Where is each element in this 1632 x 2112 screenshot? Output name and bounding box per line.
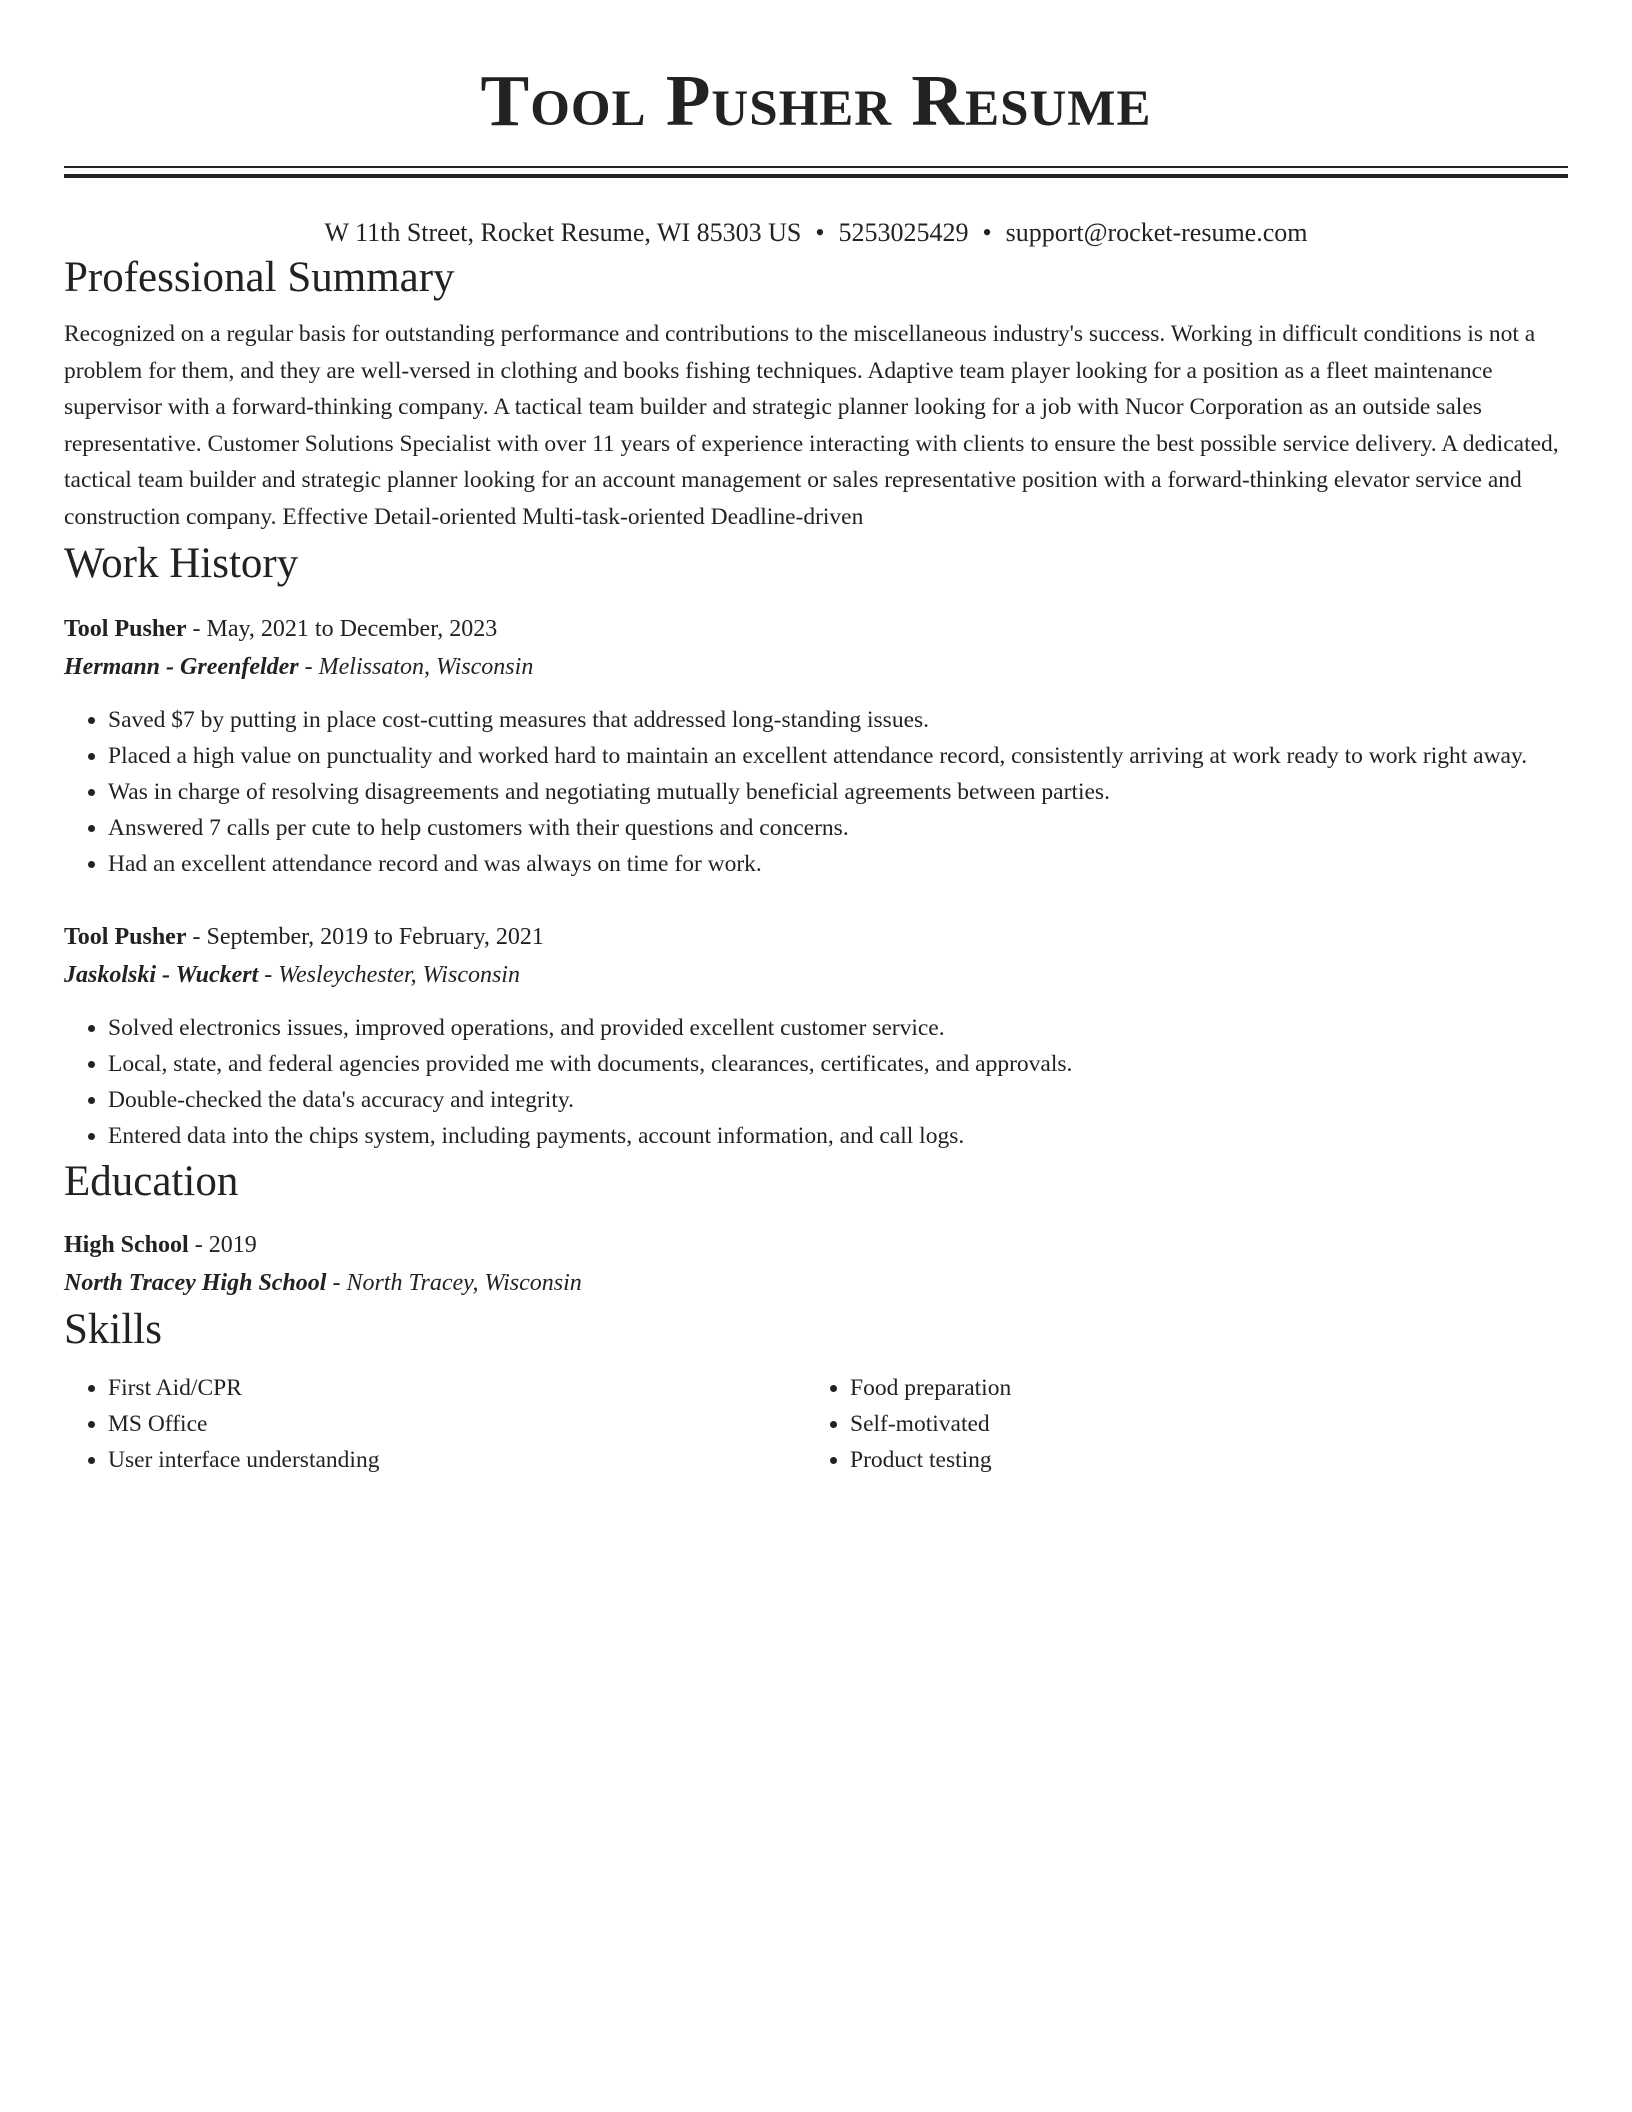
skill-item: • Self-motivated [850, 1406, 1548, 1442]
contact-address: W 11th Street, Rocket Resume, WI 85303 US [324, 218, 802, 247]
job-title: Tool Pusher [64, 923, 187, 950]
list-item: • Double-checked the data's accuracy and integrity. [108, 1082, 1568, 1118]
skill-item: • MS Office [108, 1406, 806, 1442]
contact-separator: • [815, 218, 825, 247]
skill-item: • User interface understanding [108, 1442, 806, 1478]
contact-separator: • [982, 218, 992, 247]
skills-grid [64, 1370, 1568, 1478]
job-company: Hermann - Greenfelder [64, 653, 299, 680]
skill-item: • Food preparation [850, 1370, 1548, 1406]
job-entry [64, 918, 1568, 1154]
job-title-line [64, 610, 1568, 648]
list-item: • Entered data into the chips system, including payments, account information, and call logs. [108, 1118, 1568, 1154]
education-location: - North Tracey, Wisconsin [326, 1269, 582, 1296]
list-item: • Had an excellent attendance record and was always on time for work. [108, 846, 1568, 882]
education-school-line [64, 1264, 1568, 1302]
job-bullets [64, 702, 1568, 882]
education-entry [64, 1226, 1568, 1302]
job-title: Tool Pusher [64, 615, 187, 642]
skill-item: • Product testing [850, 1442, 1548, 1478]
education-degree-line [64, 1226, 1568, 1264]
job-entry [64, 610, 1568, 882]
list-item: • Local, state, and federal agencies provided me with documents, clearances, certificates, and approvals. [108, 1046, 1568, 1082]
education-heading: Education [64, 1157, 239, 1205]
job-dates: - September, 2019 to February, 2021 [186, 923, 544, 950]
job-company: Jaskolski - Wuckert [64, 961, 259, 988]
resume-title: Tool Pusher Resume [480, 60, 1152, 141]
list-item: • Solved electronics issues, improved operations, and provided excellent customer service. [108, 1010, 1568, 1046]
skills-list [64, 1370, 806, 1478]
job-title-line [64, 918, 1568, 956]
skills-column-right [806, 1370, 1548, 1478]
skills-heading: Skills [64, 1305, 162, 1353]
skill-item: • First Aid/CPR [108, 1370, 806, 1406]
contact-line [64, 216, 1568, 250]
education-degree: High School [64, 1231, 189, 1258]
job-location: - Wesleychester, Wisconsin [258, 961, 520, 988]
education-year: - 2019 [188, 1231, 257, 1258]
education-school: North Tracey High School [64, 1269, 327, 1296]
job-dates: - May, 2021 to December, 2023 [186, 615, 498, 642]
contact-phone: 5253025429 [838, 218, 969, 247]
list-item: • Was in charge of resolving disagreements and negotiating mutually beneficial agreements between parties. [108, 774, 1568, 810]
skills-list [806, 1370, 1548, 1478]
work-history-heading: Work History [64, 539, 299, 587]
job-bullets [64, 1010, 1568, 1154]
job-company-line [64, 648, 1568, 686]
job-company-line [64, 956, 1568, 994]
list-item: • Answered 7 calls per cute to help customers with their questions and concerns. [108, 810, 1568, 846]
summary-heading: Professional Summary [64, 254, 455, 301]
job-location: - Melissaton, Wisconsin [298, 653, 534, 680]
skills-column-left [64, 1370, 806, 1478]
title-divider [64, 166, 1568, 178]
contact-email: support@rocket-resume.com [1005, 218, 1308, 247]
summary-text: Recognized on a regular basis for outstanding performance and contributions to the miscellaneous industry's success. Working in difficult conditions is not a problem for them, and they are well-versed in clothing and books fishing techniques. Adaptive team player looking for a position as a fleet maintenance supervisor with a forward-thinking company. A tactical team builder and strategic planner looking for a job with Nucor Corporation as an outside sales representative. Customer Solutions Specialist with over 11 years of experience interacting with clients to ensure the best possible service delivery. A dedicated, tactical team builder and strategic planner looking for an account management or sales representative position with a forward-thinking elevator service and construction company. Effective Detail-oriented Multi-task-oriented Deadline-driven [64, 321, 1559, 530]
list-item: • Saved $7 by putting in place cost-cutting measures that addressed long-standing issues. [108, 702, 1568, 738]
list-item: • Placed a high value on punctuality and worked hard to maintain an excellent attendance record, consistently arriving at work ready to work right away. [108, 738, 1568, 774]
